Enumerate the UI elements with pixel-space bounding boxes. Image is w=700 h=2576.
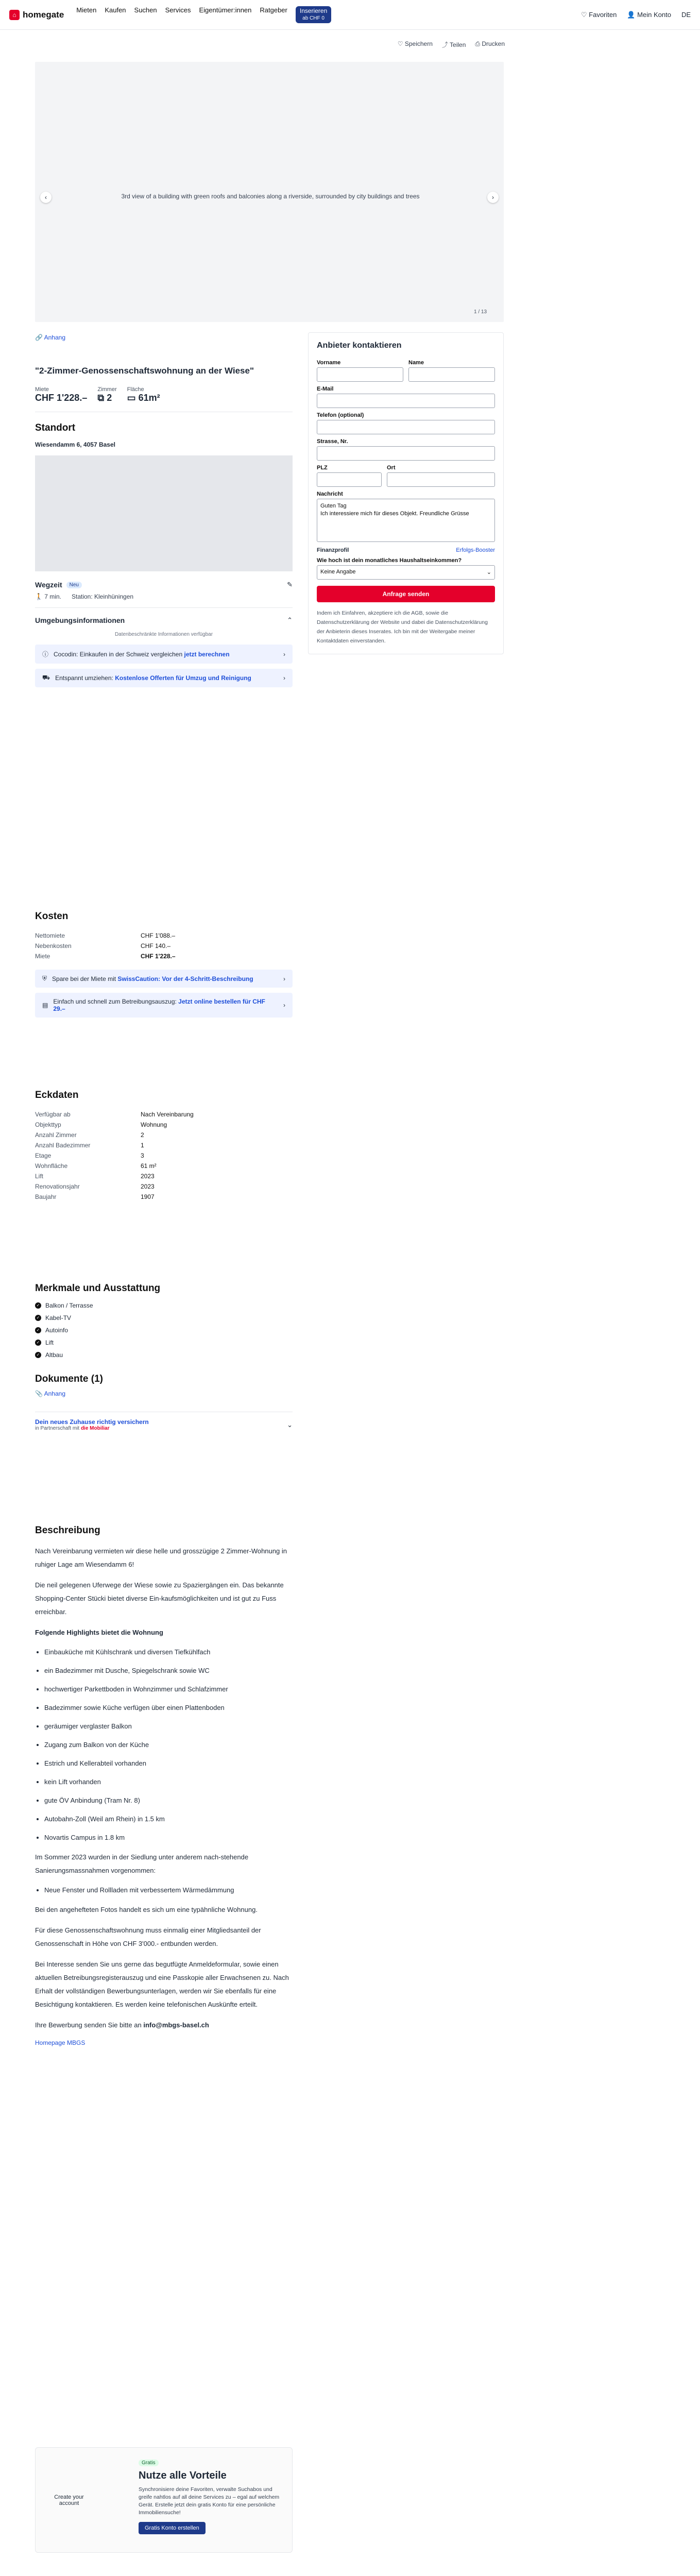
features-heading: Merkmale und Ausstattung bbox=[35, 1283, 161, 1294]
location-map[interactable] bbox=[35, 455, 293, 571]
gallery-counter: 1 / 13 bbox=[474, 309, 487, 315]
listing-title: "2-Zimmer-Genossenschaftswohnung an der Wiese" bbox=[35, 366, 254, 376]
betreibung-box[interactable]: ▤ Einfach und schnell zum Betreibungsauszug: Jetzt online bestellen für CHF 29.– › bbox=[35, 993, 293, 1018]
nav-eigentuemer[interactable]: Eigentümer:innen bbox=[199, 6, 252, 14]
last-name-input[interactable] bbox=[408, 367, 495, 382]
chevron-up-icon[interactable]: ⌃ bbox=[287, 616, 293, 624]
account-link[interactable]: 👤 Mein Konto bbox=[627, 10, 671, 19]
costs-heading: Kosten bbox=[35, 911, 69, 922]
gallery-caption: 3rd view of a building with green roofs and balconies along a riverside, surrounded by city buildings and trees bbox=[121, 193, 420, 200]
check-icon: ✓ bbox=[35, 1340, 41, 1346]
chevron-left-icon: ‹ bbox=[45, 194, 47, 201]
chevron-down-icon: ⌄ bbox=[287, 1420, 293, 1429]
rooms-value: ⧉ 2 bbox=[97, 393, 112, 403]
info-icon: ⓘ bbox=[42, 651, 49, 658]
gallery-prev-button[interactable] bbox=[40, 192, 52, 203]
home-icon: ⌂ bbox=[9, 10, 20, 20]
cocodin-box[interactable]: ⓘ Cocodin: Einkaufen in der Schweiz vergleichen jetzt berechnen › bbox=[35, 645, 293, 664]
promo-card: Create your account Gratis Nutze alle Vorteile Synchronisiere deine Favoriten, verwalte Suchabos und greife nahtlos auf all deine Services zu – egal auf welchem Gerät. Erstelle jetzt dein gratis Konto für eine persönliche Immobiliensuche! Gratis Konto erstellen bbox=[35, 2447, 293, 2553]
check-icon: ✓ bbox=[35, 1302, 41, 1309]
inserieren-button[interactable]: Inserieren ab CHF 0 bbox=[296, 6, 331, 23]
moving-box[interactable]: ⛟ Entspannt umziehen: Kostenlose Offerten für Umzug und Reinigung › bbox=[35, 669, 293, 687]
chevron-right-icon: › bbox=[283, 650, 285, 658]
language-select[interactable]: DE bbox=[681, 11, 691, 19]
submit-button[interactable]: Anfrage senden bbox=[317, 586, 495, 602]
details-heading: Eckdaten bbox=[35, 1090, 79, 1100]
insurance-banner[interactable]: Dein neues Zuhause richtig versichern in Partnerschaft mit die Mobiliar ⌄ bbox=[35, 1418, 293, 1431]
address: Wiesendamm 6, 4057 Basel bbox=[35, 441, 115, 448]
zip-field[interactable] bbox=[317, 472, 382, 487]
list-item: ✓ Balkon / Terrasse bbox=[35, 1299, 293, 1312]
chevron-right-icon: › bbox=[283, 975, 285, 982]
list-item: ✓ Autoinfo bbox=[35, 1324, 293, 1336]
truck-icon: ⛟ bbox=[42, 674, 50, 681]
document-icon: ▤ bbox=[42, 1002, 48, 1009]
check-icon: ✓ bbox=[35, 1352, 41, 1358]
commute-time: 🚶 7 min. bbox=[35, 593, 61, 600]
cost-row: Nettomiete CHF 1'088.– bbox=[35, 932, 175, 939]
document-link[interactable]: 📎 Anhang bbox=[35, 1390, 65, 1397]
nav-suchen[interactable]: Suchen bbox=[134, 6, 157, 14]
chevron-right-icon: › bbox=[283, 674, 285, 682]
income-select[interactable]: Keine Angabe ⌄ bbox=[317, 565, 495, 580]
check-icon: ✓ bbox=[35, 1315, 41, 1321]
street-field[interactable] bbox=[317, 446, 495, 461]
swisscaution-box[interactable]: ⛨ Spare bei der Miete mit SwissCaution: Vor der 4-Schritt-Beschreibung › bbox=[35, 970, 293, 988]
nav-services[interactable]: Services bbox=[165, 6, 191, 14]
listing-toolbar bbox=[309, 40, 505, 49]
area-value: ▭ 61m² bbox=[127, 393, 160, 403]
finance-link[interactable]: Erfolgs-Booster bbox=[456, 547, 495, 553]
shield-icon: ⛨ bbox=[42, 975, 47, 982]
chevron-right-icon: › bbox=[492, 194, 494, 201]
list-item: ✓ Kabel-TV bbox=[35, 1312, 293, 1324]
email-field[interactable] bbox=[317, 394, 495, 408]
main-nav bbox=[76, 6, 331, 23]
check-icon: ✓ bbox=[35, 1327, 41, 1333]
print-button[interactable]: ⎙ Drucken bbox=[475, 40, 505, 47]
rent-price: CHF 1'228.– bbox=[35, 393, 88, 403]
nav-mieten[interactable]: Mieten bbox=[76, 6, 97, 14]
area-icon: ▭ bbox=[127, 393, 136, 403]
homegate-logo[interactable]: ⌂ homegate bbox=[9, 10, 64, 20]
documents-heading: Dokumente (1) bbox=[35, 1374, 103, 1384]
city-field[interactable] bbox=[387, 472, 495, 487]
share-button[interactable]: ⤴ Teilen bbox=[441, 41, 466, 48]
location-heading: Standort bbox=[35, 422, 76, 433]
walk-icon: 🚶 bbox=[35, 593, 43, 600]
room-icon: ⧉ bbox=[97, 393, 105, 403]
favorites-link[interactable]: ♡ Favoriten bbox=[581, 10, 617, 19]
first-name-input[interactable] bbox=[317, 367, 403, 382]
list-item: ✓ Lift bbox=[35, 1336, 293, 1349]
save-button[interactable]: ♡ Speichern bbox=[397, 40, 433, 47]
homepage-link[interactable]: Homepage MBGS bbox=[35, 2039, 86, 2046]
chevron-down-icon: ⌄ bbox=[486, 569, 491, 575]
contact-form: Anbieter kontaktieren Vorname Name E-Mail Telefon (optional) Strasse, Nr. PLZ Ort Nachricht Guten Tag Ich interessiere mich für dieses Objekt. Freundliche Grüsse Finanzprofil Erfolgs-Booster Wie hoch ist dein monatliches Haushaltseinkommen? Keine Angabe ⌄ Anfrage senden Indem ich Einfahren, akzeptiere ich die AGB, sowie die Datenschutzerklärung der Website und dabei die Datenschutzerklärung der Anbieterin dieses Inserates. Ich bin mit der Weitergabe meiner Kontaktdaten einverstanden. bbox=[308, 332, 504, 654]
phone-field[interactable] bbox=[317, 420, 495, 434]
site-header bbox=[0, 0, 700, 30]
gallery-next-button[interactable] bbox=[487, 192, 499, 203]
features-list bbox=[35, 1299, 293, 1361]
attachment-link[interactable]: 🔗 Anhang bbox=[35, 334, 65, 341]
description-heading: Beschreibung bbox=[35, 1525, 100, 1536]
details-table: Verfügbar ab Nach Vereinbarung Objekttyp Wohnung Anzahl Zimmer 2 Anzahl Badezimmer 1 Etage 3 Wohnfläche 61 m² Lift 2023 Renovationsjahr 2023 Baujahr 1907 bbox=[35, 1111, 194, 1200]
new-badge: Neu bbox=[66, 582, 82, 588]
nav-ratgeber[interactable]: Ratgeber bbox=[260, 6, 287, 14]
image-gallery[interactable] bbox=[35, 62, 504, 322]
list-item: ✓ Altbau bbox=[35, 1349, 293, 1361]
message-textarea[interactable]: Guten Tag Ich interessiere mich für dieses Objekt. Freundliche Grüsse bbox=[317, 499, 495, 542]
cost-row: Nebenkosten CHF 140.– bbox=[35, 942, 171, 950]
create-account-button[interactable]: Gratis Konto erstellen bbox=[139, 2522, 206, 2534]
nav-kaufen[interactable]: Kaufen bbox=[105, 6, 126, 14]
chevron-right-icon: › bbox=[283, 1002, 285, 1009]
cost-row: Miete CHF 1'228.– bbox=[35, 953, 176, 960]
edit-icon[interactable]: ✎ bbox=[287, 581, 293, 588]
